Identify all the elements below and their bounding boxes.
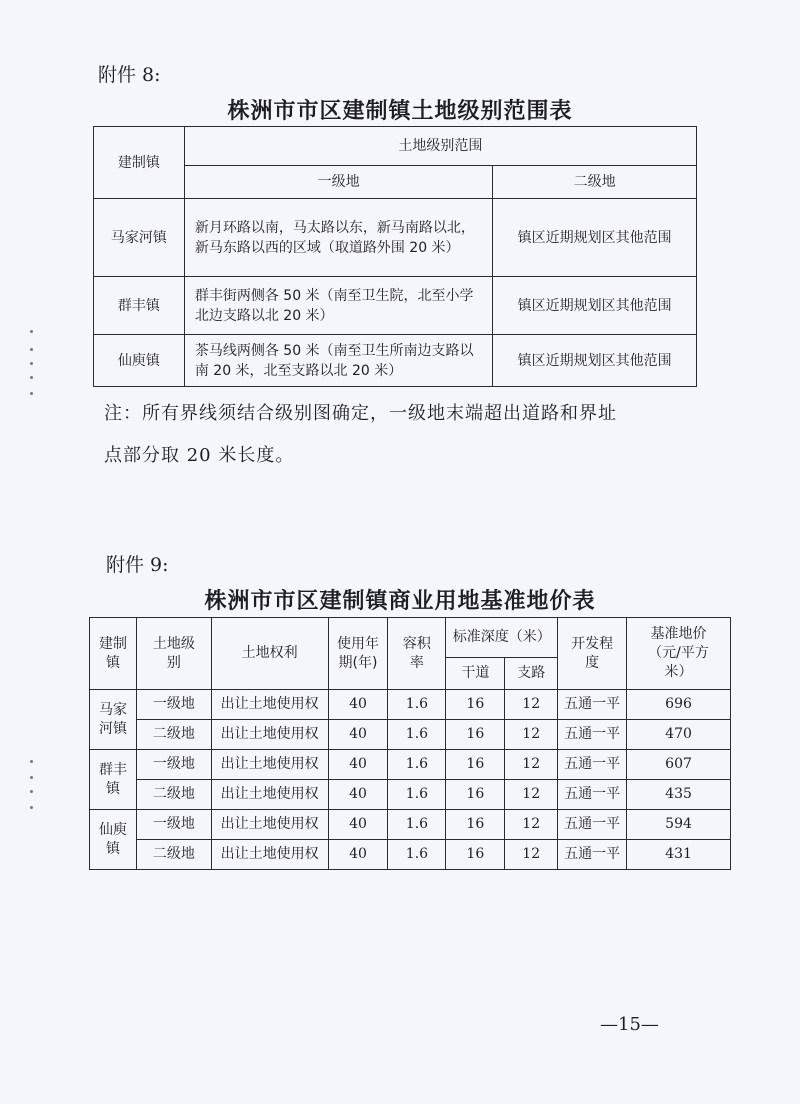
- dev-cell: 五通一平: [558, 840, 627, 870]
- grade1-range-cell: 茶马线两侧各 50 米（南至卫生所南边支路以南 20 米，北至支路以北 20 米）: [184, 335, 493, 387]
- town-cell: 马家河镇: [90, 690, 137, 750]
- far-cell: 1.6: [388, 810, 446, 840]
- attachment-9-title: 株洲市市区建制镇商业用地基准地价表: [204, 589, 596, 614]
- town-cell: 马家河镇: [94, 199, 185, 277]
- header-dev: 开发程度: [558, 618, 627, 690]
- main-road-cell: 16: [446, 720, 505, 750]
- far-cell: 1.6: [388, 780, 446, 810]
- price-cell: 435: [627, 780, 731, 810]
- right-cell: 出让土地使用权: [211, 780, 328, 810]
- note-line-1: 注：所有界线须结合级别图确定，一级地末端超出道路和界址: [104, 403, 617, 424]
- right-cell: 出让土地使用权: [211, 750, 328, 780]
- table-row: [90, 840, 731, 870]
- table-row: [94, 277, 697, 335]
- dev-cell: 五通一平: [558, 810, 627, 840]
- far-cell: 1.6: [388, 840, 446, 870]
- town-cell: 仙庾镇: [90, 810, 137, 870]
- binder-mark: [30, 392, 33, 395]
- table-row: [90, 690, 731, 720]
- term-cell: 40: [328, 810, 388, 840]
- dev-cell: 五通一平: [558, 780, 627, 810]
- branch-road-cell: 12: [505, 750, 558, 780]
- grade1-range-cell: 群丰街两侧各 50 米（南至卫生院，北至小学北边支路以北 20 米）: [184, 277, 493, 335]
- binder-mark: [30, 362, 33, 365]
- far-cell: 1.6: [388, 720, 446, 750]
- header-price: 基准地价（元/平方米）: [627, 618, 731, 690]
- grade-cell: 一级地: [136, 810, 211, 840]
- term-cell: 40: [328, 780, 388, 810]
- grade-cell: 二级地: [136, 840, 211, 870]
- table-row: [90, 810, 731, 840]
- main-road-cell: 16: [446, 690, 505, 720]
- header-town: 建制镇: [94, 127, 185, 199]
- price-cell: 431: [627, 840, 731, 870]
- header-right: 土地权利: [211, 618, 328, 690]
- grade-cell: 二级地: [136, 780, 211, 810]
- far-cell: 1.6: [388, 750, 446, 780]
- price-cell: 696: [627, 690, 731, 720]
- term-cell: 40: [328, 840, 388, 870]
- header-town: 建制镇: [90, 618, 137, 690]
- binder-mark: [30, 806, 33, 809]
- dev-cell: 五通一平: [558, 750, 627, 780]
- right-cell: 出让土地使用权: [211, 810, 328, 840]
- right-cell: 出让土地使用权: [211, 720, 328, 750]
- grade2-range-cell: 镇区近期规划区其他范围: [493, 335, 697, 387]
- land-grade-range-table: [93, 126, 697, 387]
- term-cell: 40: [328, 720, 388, 750]
- header-grade: 土地级别: [136, 618, 211, 690]
- branch-road-cell: 12: [505, 690, 558, 720]
- header-range: 土地级别范围: [184, 127, 696, 166]
- branch-road-cell: 12: [505, 810, 558, 840]
- main-road-cell: 16: [446, 780, 505, 810]
- grade-cell: 一级地: [136, 750, 211, 780]
- table-row: [90, 780, 731, 810]
- dev-cell: 五通一平: [558, 690, 627, 720]
- main-road-cell: 16: [446, 840, 505, 870]
- price-cell: 607: [627, 750, 731, 780]
- table-row: [90, 750, 731, 780]
- binder-mark: [30, 330, 33, 333]
- header-grade2: 二级地: [493, 166, 697, 199]
- grade2-range-cell: 镇区近期规划区其他范围: [493, 277, 697, 335]
- far-cell: 1.6: [388, 690, 446, 720]
- table-row: [94, 335, 697, 387]
- grade2-range-cell: 镇区近期规划区其他范围: [493, 199, 697, 277]
- town-cell: 群丰镇: [94, 277, 185, 335]
- binder-mark: [30, 760, 33, 763]
- term-cell: 40: [328, 750, 388, 780]
- main-road-cell: 16: [446, 810, 505, 840]
- grade1-range-cell: 新月环路以南，马太路以东，新马南路以北，新马东路以西的区域（取道路外围 20 米）: [184, 199, 493, 277]
- right-cell: 出让土地使用权: [211, 840, 328, 870]
- binder-mark: [30, 790, 33, 793]
- header-term: 使用年期(年): [328, 618, 388, 690]
- binder-mark: [30, 376, 33, 379]
- grade-cell: 二级地: [136, 720, 211, 750]
- binder-mark: [30, 348, 33, 351]
- note-line-2: 点部分取 20 米长度。: [104, 445, 295, 466]
- header-far: 容积率: [388, 618, 446, 690]
- price-cell: 470: [627, 720, 731, 750]
- grade-cell: 一级地: [136, 690, 211, 720]
- main-road-cell: 16: [446, 750, 505, 780]
- attachment-8-label: 附件 8:: [98, 64, 161, 86]
- price-cell: 594: [627, 810, 731, 840]
- dev-cell: 五通一平: [558, 720, 627, 750]
- table-row: [90, 720, 731, 750]
- header-main-road: 干道: [446, 658, 505, 690]
- page-number: —15—: [600, 1014, 659, 1035]
- benchmark-land-price-table: [89, 617, 731, 870]
- header-depth: 标准深度（米）: [446, 618, 558, 658]
- header-branch-road: 支路: [505, 658, 558, 690]
- branch-road-cell: 12: [505, 840, 558, 870]
- town-cell: 群丰镇: [90, 750, 137, 810]
- right-cell: 出让土地使用权: [211, 690, 328, 720]
- term-cell: 40: [328, 690, 388, 720]
- attachment-9-label: 附件 9:: [106, 554, 169, 576]
- attachment-8-title: 株洲市市区建制镇土地级别范围表: [227, 99, 573, 124]
- town-cell: 仙庾镇: [94, 335, 185, 387]
- table-row: [94, 199, 697, 277]
- branch-road-cell: 12: [505, 720, 558, 750]
- binder-mark: [30, 776, 33, 779]
- branch-road-cell: 12: [505, 780, 558, 810]
- header-grade1: 一级地: [184, 166, 493, 199]
